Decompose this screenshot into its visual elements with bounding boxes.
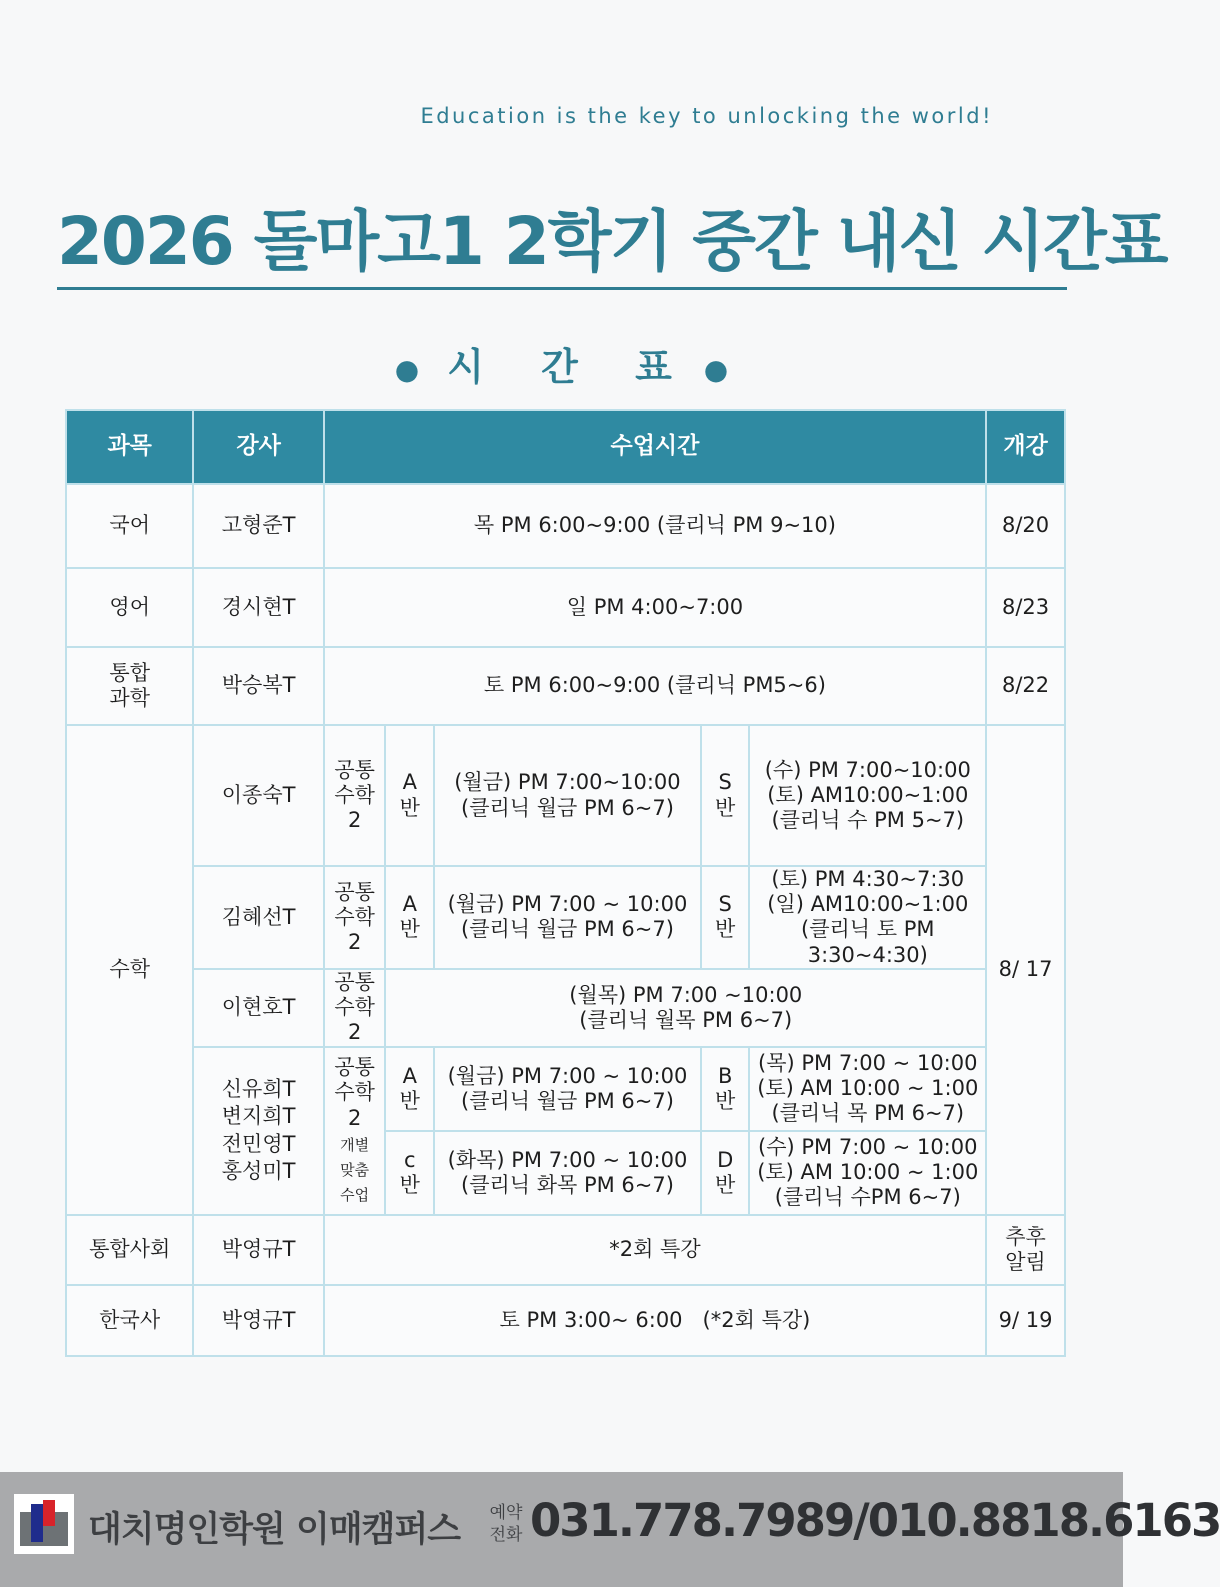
teacher-cell: 고형준T (193, 484, 323, 568)
class-label-cell (385, 725, 434, 866)
table-row (66, 1047, 1065, 1131)
start-cell: 9/ 19 (986, 1285, 1065, 1356)
table-row (66, 866, 1065, 969)
course-cell (324, 1047, 386, 1215)
course-line: 수학 (334, 904, 375, 929)
table-row (66, 568, 1065, 647)
time-line: (월목) PM 7:00 ~10:00 (569, 982, 803, 1007)
class-label-cell (385, 1047, 434, 1131)
teacher-cell: 박영규T (193, 1285, 323, 1356)
subject-cell: 통합사회 (66, 1215, 193, 1285)
reserve-label (486, 1502, 526, 1546)
header-subject: 과목 (66, 410, 193, 484)
teacher-cell: 박영규T (193, 1215, 323, 1285)
course-line: 2 (347, 1020, 362, 1045)
header-time: 수업시간 (324, 410, 986, 484)
course-line: 공통 (334, 879, 375, 904)
teacher-cell: 박승복T (193, 647, 323, 725)
time-cell: *2회 특강 (324, 1215, 986, 1285)
schedule-table (65, 409, 1066, 1357)
course-line: 수학 (334, 782, 375, 807)
class-letter: A (402, 1063, 417, 1088)
section-heading-text: 시 간 표 (447, 345, 694, 389)
table-row (66, 1285, 1065, 1356)
course-line: 개별 (340, 1135, 370, 1154)
class-letter: A (402, 892, 417, 917)
class-label-cell (385, 1131, 434, 1215)
course-cell (324, 725, 386, 866)
time-line: (일) AM10:00~1:00 (767, 892, 969, 917)
class-letter: D (717, 1147, 734, 1172)
class-suffix: 반 (715, 1172, 736, 1197)
time-line: (월금) PM 7:00 ~ 10:00 (447, 1063, 688, 1088)
class-label-cell (701, 725, 750, 866)
class-letter: c (403, 1147, 416, 1172)
start-cell: 8/22 (986, 647, 1065, 725)
teacher-name: 변지희T (221, 1104, 296, 1129)
class-letter: S (718, 770, 732, 795)
time-cell (434, 1131, 701, 1215)
time-cell: 토 PM 3:00~ 6:00 (*2회 특강) (324, 1285, 986, 1356)
reserve-line: 전화 (489, 1525, 523, 1545)
start-cell: 8/23 (986, 568, 1065, 647)
teacher-cell: 김혜선T (193, 866, 323, 969)
time-line: (토) PM 4:30~7:30 (771, 867, 965, 891)
page-title: 2026 돌마고1 2학기 중간 내신 시간표 (57, 203, 1167, 280)
time-line: (수) PM 7:00 ~ 10:00 (758, 1134, 978, 1159)
header-teacher: 강사 (193, 410, 323, 484)
time-line: (토) AM10:00~1:00 (767, 782, 969, 807)
time-line: (클리닉 월금 PM 6~7) (461, 917, 674, 942)
time-line: (클리닉 토 PM 3:30~4:30) (801, 917, 935, 967)
course-line: 공통 (334, 1055, 375, 1080)
course-line: 2 (347, 808, 362, 833)
course-line: 수업 (340, 1186, 370, 1205)
time-line: (월금) PM 7:00~10:00 (454, 770, 681, 795)
teacher-cell: 경시현T (193, 568, 323, 647)
time-cell (749, 1131, 986, 1215)
class-suffix: 반 (399, 1088, 420, 1113)
time-line: (수) PM 7:00~10:00 (764, 757, 971, 782)
time-cell (434, 1047, 701, 1131)
class-label-cell (385, 866, 434, 969)
subject-line: 과학 (109, 686, 150, 710)
course-line: 수학 (334, 1080, 375, 1105)
reserve-line: 예약 (489, 1503, 523, 1523)
class-letter: A (402, 770, 417, 795)
time-line: (클리닉 목 PM 6~7) (771, 1101, 965, 1126)
start-line: 알림 (1005, 1249, 1046, 1274)
header-start: 개강 (986, 410, 1065, 484)
course-line: 2 (347, 929, 362, 954)
bullet-icon: ● (394, 353, 420, 386)
footer-bar (0, 1472, 1220, 1587)
class-suffix: 반 (715, 917, 736, 942)
class-letter: B (717, 1063, 733, 1088)
time-cell (749, 1047, 986, 1131)
time-cell (385, 969, 986, 1047)
class-label-cell (701, 866, 750, 969)
time-cell (434, 866, 701, 969)
course-cell (324, 866, 386, 969)
teacher-name: 전민영T (221, 1131, 296, 1156)
start-cell (986, 1215, 1065, 1285)
teacher-name: 신유희T (221, 1077, 296, 1102)
teacher-cell: 이현호T (193, 969, 323, 1047)
academy-name: 대치명인학원 이매캠퍼스 (88, 1510, 461, 1550)
time-line: (목) PM 7:00 ~ 10:00 (758, 1050, 978, 1075)
start-cell: 8/20 (986, 484, 1065, 568)
time-line: (토) AM 10:00 ~ 1:00 (757, 1160, 979, 1185)
teacher-cell (193, 1047, 323, 1215)
table-header-row (66, 410, 1065, 484)
start-cell: 8/ 17 (986, 725, 1065, 1215)
table-row (66, 969, 1065, 1047)
course-line: 공통 (334, 969, 375, 994)
subject-cell (66, 647, 193, 725)
subject-cell: 수학 (66, 725, 193, 1215)
course-cell (324, 969, 386, 1047)
subject-line: 통합 (109, 660, 150, 685)
teacher-cell: 이종숙T (193, 725, 323, 866)
time-line: (클리닉 수PM 6~7) (774, 1185, 961, 1210)
subject-cell: 영어 (66, 568, 193, 647)
academy-logo-icon (14, 1494, 74, 1554)
table-row (66, 725, 1065, 866)
time-cell (749, 725, 986, 866)
course-line: 수학 (334, 995, 375, 1020)
time-line: (클리닉 화목 PM 6~7) (461, 1172, 674, 1197)
start-line: 추후 (1005, 1224, 1046, 1249)
time-cell (749, 866, 986, 969)
phone-number: 031.778.7989/010.8818.6163 (530, 1494, 1220, 1547)
time-line: (월금) PM 7:00 ~ 10:00 (447, 892, 688, 917)
class-label-cell (701, 1047, 750, 1131)
time-line: (화목) PM 7:00 ~ 10:00 (447, 1147, 688, 1172)
title-divider (57, 287, 1067, 290)
course-line: 맞춤 (340, 1160, 370, 1179)
time-line: (토) AM 10:00 ~ 1:00 (757, 1076, 979, 1101)
subject-cell: 한국사 (66, 1285, 193, 1356)
table-row (66, 647, 1065, 725)
section-heading (0, 336, 1123, 391)
bullet-icon: ● (703, 353, 729, 386)
time-cell: 토 PM 6:00~9:00 (클리닉 PM5~6) (324, 647, 986, 725)
class-suffix: 반 (715, 1088, 736, 1113)
course-line: 공통 (334, 757, 375, 782)
class-label-cell (701, 1131, 750, 1215)
motto: Education is the key to unlocking the world! (420, 104, 993, 128)
class-suffix: 반 (399, 1172, 420, 1197)
time-cell: 일 PM 4:00~7:00 (324, 568, 986, 647)
subject-cell: 국어 (66, 484, 193, 568)
class-suffix: 반 (399, 795, 420, 820)
time-cell (434, 725, 701, 866)
time-cell: 목 PM 6:00~9:00 (클리닉 PM 9~10) (324, 484, 986, 568)
class-suffix: 반 (399, 917, 420, 942)
class-letter: S (718, 892, 732, 917)
time-line: (클리닉 월금 PM 6~7) (461, 795, 674, 820)
course-line: 2 (347, 1105, 362, 1130)
teacher-name: 홍성미T (221, 1159, 296, 1184)
table-row (66, 1215, 1065, 1285)
time-line: (클리닉 수 PM 5~7) (771, 808, 965, 833)
table-row (66, 484, 1065, 568)
time-line: (클리닉 월목 PM 6~7) (579, 1007, 793, 1032)
class-suffix: 반 (715, 795, 736, 820)
time-line: (클리닉 월금 PM 6~7) (461, 1088, 674, 1113)
